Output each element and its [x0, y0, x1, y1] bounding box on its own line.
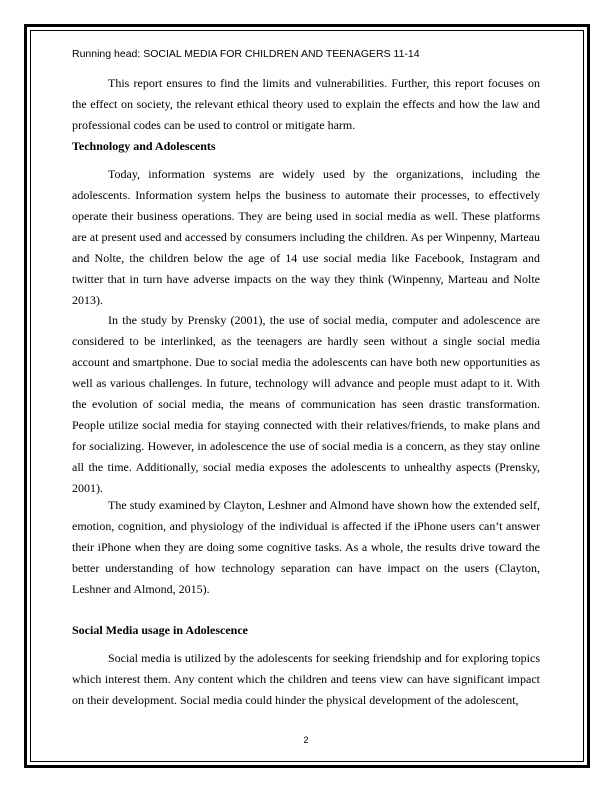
paragraph-clayton [72, 495, 540, 600]
paragraph-social-media-text: Social media is utilized by the adolescents for seeking friendship and for exploring topics which interest them. Any content which the children and teens view can have significant impact on their development. Social media could hinder the physical development of the adolescent, [72, 651, 540, 707]
heading-technology-adolescents: Technology and Adolescents [72, 139, 216, 153]
paragraph-today-text: Today, information systems are widely used by the organizations, including the adolescents. Information system helps the business to automate their processes, to effectively operate their business operations. They are being used in social media as well. These platforms are at present used and accessed by consumers including the children. As per Winpenny, Marteau and Nolte, the children below the age of 14 use social media like Facebook, Instagram and twitter that in turn have adverse impacts on the way they think (Winpenny, Marteau and Nolte 2013). [72, 167, 540, 307]
intro-paragraph-text: This report ensures to find the limits and vulnerabilities. Further, this report focuses on the effect on society, the relevant ethical theory used to explain the effects and how the law and professional codes can be used to control or mitigate harm. [72, 76, 540, 132]
paragraph-prensky-text: In the study by Prensky (2001), the use of social media, computer and adolescence are considered to be interlinked, as the teenagers are hardly seen without a single social media account and smartphone. Due to social media the adolescents can have both new opportunities as well as various challenges. In future, technology will advance and people must adapt to it. With the evolution of social media, the means of communication has seen drastic transformation. People utilize social media for staying connected with their relatives/friends, to make plans and for socializing. However, in adolescence the use of social media is a concern, as they stay online all the time. Additionally, social media exposes the adolescents to unhealthy aspects (Prensky, 2001). [72, 313, 540, 495]
paragraph-clayton-text: The study examined by Clayton, Leshner and Almond have shown how the extended self, emotion, cognition, and physiology of the individual is affected if the iPhone users can’t answer their iPhone when they are doing some cognitive tasks. As a whole, the results drive toward the better understanding of how technology separation can have impact on the users (Clayton, Leshner and Almond, 2015). [72, 498, 540, 596]
intro-paragraph [72, 73, 540, 136]
heading-social-media-usage: Social Media usage in Adolescence [72, 623, 248, 637]
paragraph-prensky [72, 310, 540, 499]
running-head: Running head: SOCIAL MEDIA FOR CHILDREN AND TEENAGERS 11-14 [72, 48, 420, 60]
page-number: 2 [303, 735, 309, 745]
paragraph-today [72, 164, 540, 311]
paragraph-social-media [72, 648, 540, 711]
